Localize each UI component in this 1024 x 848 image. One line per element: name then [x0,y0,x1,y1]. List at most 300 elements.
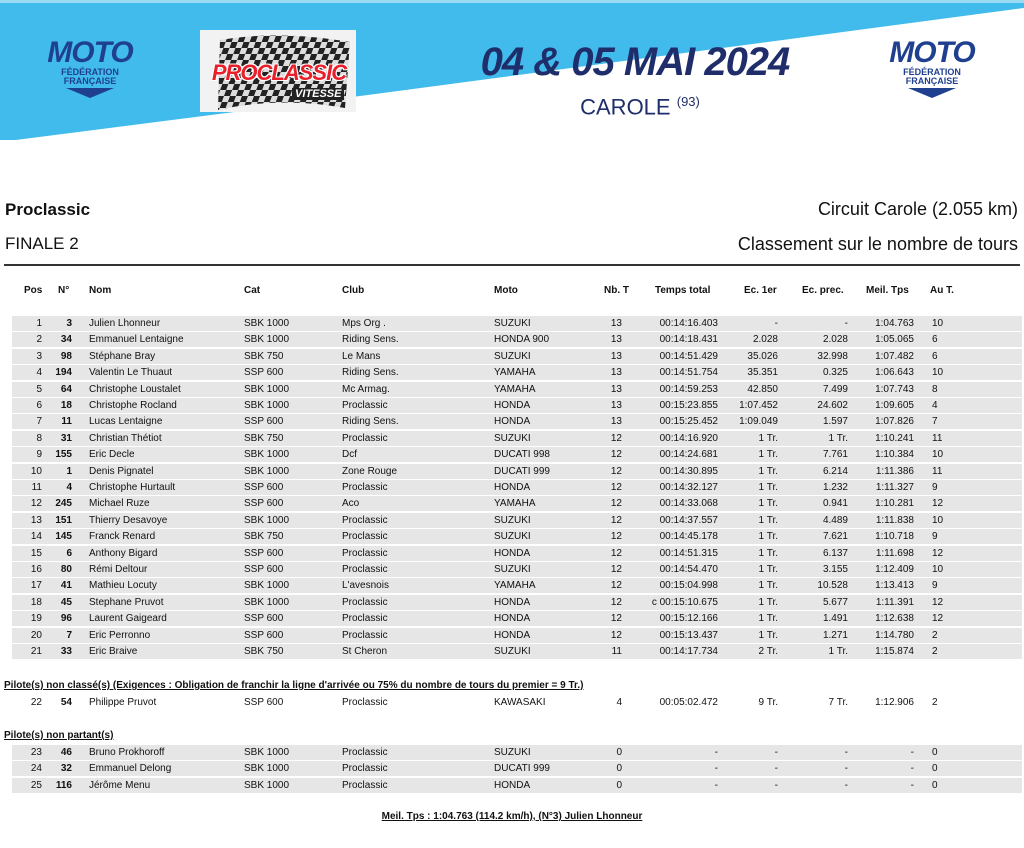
cell-moto: KAWASAKI [494,697,546,708]
ranking-type: Classement sur le nombre de tours [737,234,1018,254]
cell-aut: 9 [932,531,938,543]
cell-nom: Christian Thétiot [89,432,162,444]
cell-meil: 1:12.409 [875,564,914,575]
cell-cat: SSP 600 [244,613,284,625]
cell-num: 34 [60,334,72,346]
cell-nbt: 0 [616,747,622,758]
cell-nbt: 13 [610,318,622,329]
cell-nbt: 12 [610,449,622,461]
cell-ec1: - [774,779,778,791]
cell-aut: 0 [932,747,938,758]
column-header: N° [58,285,70,296]
cell-club: Riding Sens. [342,416,399,428]
cell-ec1: 1 Tr. [758,596,778,608]
cell-moto: HONDA [494,779,531,791]
ffm-logo-line1: FÉDÉRATION [903,67,961,77]
ffm-logo-word: MOTO [889,36,975,69]
table-row [0,365,1024,381]
ffm-logo-right [884,38,980,106]
cell-ecp: 7.499 [822,383,848,395]
cell-ecp: 1.232 [822,482,848,493]
table-row [0,546,1024,562]
cell-club: Aco [342,498,360,510]
cell-nbt: 12 [610,465,622,477]
cell-num: 18 [60,400,72,411]
cell-ec1: 1:07.452 [739,400,778,411]
cell-meil: 1:12.638 [875,613,914,625]
cell-nbt: 13 [610,383,622,395]
table-row [0,695,1024,711]
cell-nom: Christophe Loustalet [89,383,181,395]
column-header: Meil. Tps [866,285,909,296]
cell-num: 4 [66,482,72,493]
cell-nbt: 0 [616,779,622,791]
cell-cat: SBK 1000 [244,449,290,461]
cell-temps: 00:14:51.754 [659,367,718,379]
cell-meil: 1:11.698 [875,547,914,559]
cell-ecp: 0.325 [822,367,848,379]
cell-club: Proclassic [342,514,388,526]
cell-moto: SUZUKI [494,564,531,575]
cell-ecp: - [844,763,848,775]
cell-temps: 00:14:16.920 [659,432,718,444]
cell-temps: 00:14:59.253 [659,383,718,395]
cell-nom: Mathieu Locuty [89,580,157,592]
cell-club: L'avesnois [342,580,389,592]
cell-temps: 00:14:30.895 [659,465,718,477]
cell-num: 96 [60,613,72,625]
ffm-logo-left [42,38,138,106]
cell-num: 98 [60,350,72,362]
cell-club: Proclassic [342,531,388,543]
cell-nom: Stephane Pruvot [89,596,164,608]
cell-ec1: 1 Tr. [758,465,778,477]
cell-ecp: 7.621 [822,531,848,543]
cell-ecp: - [844,318,848,329]
cell-aut: 0 [932,763,938,775]
cell-club: St Cheron [342,646,388,657]
cell-ecp: 4.489 [822,514,848,526]
cell-num: 31 [60,432,72,444]
cell-moto: SUZUKI [494,531,531,543]
cell-club: Mps Org . [342,318,386,329]
cell-num: 7 [66,629,72,641]
cell-nbt: 13 [610,416,622,428]
cell-num: 116 [55,779,72,791]
event-dates: 04 & 05 MAI 2024 [480,40,790,84]
cell-cat: SBK 750 [244,531,284,543]
table-row [0,595,1024,611]
cell-nbt: 12 [610,482,622,493]
cell-temps: 00:14:51.429 [659,350,718,362]
cell-pos: 11 [31,482,42,493]
cell-meil: 1:12.906 [875,697,914,708]
cell-num: 80 [60,564,72,575]
best-lap-footer: Meil. Tps : 1:04.763 (114.2 km/h), (N°3) Julien Lhonneur [381,811,643,822]
cell-nbt: 13 [610,334,622,346]
cell-ecp: 1 Tr. [828,646,848,657]
table-row [0,414,1024,430]
cell-temps: 00:14:54.470 [659,564,718,575]
cell-ec1: - [774,763,778,775]
cell-pos: 9 [36,449,42,461]
cell-nbt: 4 [616,697,622,708]
cell-club: Zone Rouge [342,465,398,477]
cell-nbt: 13 [610,350,622,362]
table-row [0,464,1024,480]
cell-aut: 9 [932,580,938,592]
cell-nbt: 12 [610,580,622,592]
cell-club: Proclassic [342,779,388,791]
cell-ecp: 6.214 [822,465,848,477]
cell-temps: 00:14:45.178 [659,531,718,543]
not-started-title: Pilote(s) non partant(s) [4,730,114,741]
cell-num: 41 [60,580,72,592]
cell-nom: Michael Ruze [89,498,150,510]
cell-moto: HONDA [494,629,531,641]
cell-moto: YAMAHA [494,367,536,379]
cell-aut: 10 [932,514,944,526]
cell-moto: SUZUKI [494,747,531,758]
cell-nbt: 12 [610,613,622,625]
cell-meil: - [910,747,914,758]
cell-moto: DUCATI 999 [494,465,550,477]
cell-moto: DUCATI 998 [494,449,550,461]
cell-temps: 00:15:04.998 [659,580,718,592]
cell-nbt: 13 [610,400,622,411]
cell-meil: - [910,763,914,775]
cell-temps: 00:14:51.315 [659,547,718,559]
cell-cat: SBK 1000 [244,747,290,758]
cell-num: 151 [55,514,72,526]
cell-nbt: 12 [610,514,622,526]
cell-moto: SUZUKI [494,646,531,657]
cell-ec1: 2.028 [752,334,778,346]
cell-num: 145 [55,531,72,543]
table-row [0,382,1024,398]
cell-meil: 1:10.384 [875,449,914,461]
cell-temps: 00:14:18.431 [659,334,718,346]
cell-num: 1 [66,465,72,477]
cell-nom: Julien Lhonneur [89,318,161,329]
cell-nbt: 11 [611,646,622,657]
cell-aut: 8 [932,383,938,395]
cell-cat: SBK 1000 [244,400,290,411]
cell-cat: SBK 1000 [244,514,290,526]
cell-cat: SBK 1000 [244,334,290,346]
cell-ecp: - [844,747,848,758]
cell-club: Proclassic [342,629,388,641]
cell-ec1: 42.850 [747,383,778,395]
cell-ecp: 1 Tr. [828,432,848,444]
cell-num: 54 [60,697,72,708]
event-place [540,94,740,120]
cell-meil: 1:05.065 [875,334,914,346]
cell-cat: SBK 750 [244,350,284,362]
cell-temps: 00:14:37.557 [659,514,718,526]
cell-ec1: - [774,747,778,758]
cell-nbt: 12 [610,531,622,543]
cell-pos: 12 [30,498,42,510]
not-classified-title: Pilote(s) non classé(s) (Exigences : Obligation de franchir la ligne d'arrivée ou 75% du nombre de tours du premier = 9 Tr.) [4,680,584,691]
cell-num: 155 [55,449,72,461]
cell-pos: 21 [30,646,42,657]
cell-ec1: 1 Tr. [758,564,778,575]
cell-ecp: 6.137 [822,547,848,559]
cell-ecp: 1.597 [822,416,848,428]
cell-meil: 1:04.763 [875,318,914,329]
table-row [0,644,1024,660]
cell-nom: Franck Renard [89,531,156,543]
table-row [0,562,1024,578]
cell-ecp: 0.941 [822,498,848,510]
ffm-chevron-icon [908,88,956,98]
table-row [0,398,1024,414]
column-header: Cat [244,285,261,296]
cell-aut: 0 [932,779,938,791]
column-header: Nb. T [604,285,629,296]
cell-club: Proclassic [342,564,388,575]
table-row [0,529,1024,545]
table-row [0,761,1024,777]
cell-meil: 1:15.874 [875,646,914,657]
column-header: Au T. [930,285,954,296]
cell-temps: 00:14:17.734 [659,646,718,657]
cell-ec1: 35.351 [747,367,778,379]
cell-ec1: 1 Tr. [758,498,778,510]
cell-pos: 19 [30,613,42,625]
cell-aut: 12 [932,613,944,625]
cell-club: Proclassic [342,596,388,608]
cell-ec1: 1 Tr. [758,547,778,559]
cell-nbt: 12 [610,629,622,641]
cell-ec1: 1 Tr. [758,531,778,543]
cell-aut: 12 [932,547,944,559]
cell-club: Proclassic [342,613,388,625]
cell-meil: 1:13.413 [875,580,914,592]
cell-aut: 6 [932,334,938,346]
cell-cat: SBK 1000 [244,465,290,477]
cell-ecp: 24.602 [817,400,848,411]
table-row [0,447,1024,463]
cell-pos: 16 [30,564,42,575]
cell-aut: 12 [932,498,944,510]
cell-ecp: 1.271 [822,629,848,641]
cell-num: 32 [60,763,72,775]
table-row [0,745,1024,761]
cell-pos: 7 [36,416,42,428]
table-row [0,316,1024,332]
cell-cat: SSP 600 [244,629,284,641]
cell-meil: 1:07.743 [875,383,914,395]
cell-nom: Anthony Bigard [89,547,158,559]
cell-meil: 1:07.826 [875,416,914,428]
cell-pos: 14 [30,531,42,543]
cell-nbt: 12 [610,564,622,575]
cell-ec1: 1 Tr. [758,482,778,493]
proclassic-logo-sub: VITESSE [292,88,344,100]
cell-nom: Philippe Pruvot [89,697,157,708]
cell-num: 46 [60,747,72,758]
cell-num: 6 [66,547,72,559]
cell-ec1: 1 Tr. [758,514,778,526]
cell-moto: HONDA [494,482,531,493]
cell-meil: 1:07.482 [875,350,914,362]
table-row [0,578,1024,594]
cell-pos: 20 [30,629,42,641]
header-divider [4,264,1020,266]
cell-temps: - [714,747,718,758]
cell-ec1: 1 Tr. [758,580,778,592]
table-row [0,611,1024,627]
cell-ec1: 1 Tr. [758,432,778,444]
table-row [0,480,1024,496]
column-header: Pos [24,285,43,296]
cell-ecp: 7.761 [822,449,848,461]
cell-ecp: 1.491 [822,613,848,625]
cell-ec1: 35.026 [747,350,778,362]
event-place-name: CAROLE [580,94,671,120]
cell-temps: 00:15:12.166 [659,613,718,625]
column-header: Moto [494,285,518,296]
table-row [0,628,1024,644]
cell-nom: Rémi Deltour [89,564,148,575]
cell-pos: 3 [36,350,42,362]
cell-cat: SBK 1000 [244,596,290,608]
cell-club: Riding Sens. [342,367,399,379]
cell-aut: 7 [932,416,938,428]
ffm-logo-line2: FRANÇAISE [905,76,959,86]
cell-ec1: 1 Tr. [758,613,778,625]
cell-moto: YAMAHA [494,383,536,395]
cell-aut: 10 [932,367,944,379]
cell-moto: SUZUKI [494,432,531,444]
cell-num: 3 [66,318,72,329]
cell-moto: SUZUKI [494,350,531,362]
table-row [0,778,1024,794]
cell-cat: SSP 600 [244,482,284,493]
cell-moto: YAMAHA [494,498,536,510]
cell-nom: Valentin Le Thuaut [89,367,173,379]
cell-temps: c 00:15:10.675 [651,596,718,608]
cell-meil: 1:11.391 [875,596,914,608]
cell-temps: 00:14:24.681 [659,449,718,461]
cell-cat: SBK 1000 [244,318,290,329]
cell-cat: SSP 600 [244,564,284,575]
cell-cat: SSP 600 [244,547,284,559]
cell-nom: Bruno Prokhoroff [89,747,165,758]
cell-num: 11 [61,416,72,428]
cell-moto: YAMAHA [494,580,536,592]
cell-pos: 2 [36,334,42,346]
cell-club: Proclassic [342,400,388,411]
cell-num: 33 [60,646,72,657]
cell-aut: 9 [932,482,938,493]
cell-ecp: 32.998 [817,350,848,362]
cell-temps: 00:15:23.855 [659,400,718,411]
cell-meil: - [910,779,914,791]
cell-nom: Lucas Lentaigne [89,416,163,428]
cell-nom: Thierry Desavoye [89,514,168,526]
cell-meil: 1:11.838 [875,514,914,526]
ffm-logo-word: MOTO [47,36,133,69]
race-name: FINALE 2 [5,234,79,253]
cell-nom: Christophe Hurtault [89,482,176,493]
cell-cat: SBK 1000 [244,779,290,791]
cell-moto: HONDA [494,400,531,411]
cell-ec1: 1 Tr. [758,629,778,641]
cell-pos: 6 [36,400,42,411]
cell-pos: 17 [30,580,42,592]
cell-ec1: - [774,318,778,329]
cell-temps: 00:14:16.403 [659,318,718,329]
cell-cat: SSP 600 [244,498,284,510]
cell-cat: SBK 1000 [244,383,290,395]
cell-moto: HONDA 900 [494,334,550,346]
table-row [0,349,1024,365]
cell-nom: Stéphane Bray [89,350,156,362]
ffm-logo-line1: FÉDÉRATION [61,67,119,77]
cell-pos: 22 [30,697,42,708]
cell-moto: DUCATI 999 [494,763,550,775]
cell-ecp: 2.028 [822,334,848,346]
cell-meil: 1:10.281 [875,498,914,510]
cell-moto: HONDA [494,596,531,608]
cell-club: Proclassic [342,482,388,493]
cell-temps: 00:15:25.452 [659,416,718,428]
cell-club: Proclassic [342,697,388,708]
cell-club: Mc Armag. [342,383,390,395]
cell-moto: HONDA [494,613,531,625]
cell-aut: 4 [932,400,938,411]
cell-nom: Emmanuel Lentaigne [89,334,184,346]
cell-aut: 2 [932,629,938,641]
cell-meil: 1:10.718 [875,531,914,543]
cell-meil: 1:11.327 [875,482,914,493]
cell-temps: - [714,763,718,775]
ffm-chevron-icon [66,88,114,98]
circuit-name: Circuit Carole (2.055 km) [817,199,1018,219]
event-name: Proclassic [5,200,91,219]
cell-ecp: - [844,779,848,791]
cell-ec1: 1 Tr. [758,449,778,461]
cell-nom: Emmanuel Delong [89,763,172,775]
cell-cat: SBK 750 [244,432,284,444]
cell-ec1: 9 Tr. [758,697,778,708]
cell-aut: 10 [932,449,944,461]
cell-club: Proclassic [342,763,388,775]
table-row [0,431,1024,447]
cell-club: Proclassic [342,547,388,559]
cell-meil: 1:11.386 [875,465,914,477]
cell-club: Riding Sens. [342,334,399,346]
cell-pos: 8 [36,432,42,444]
cell-pos: 1 [36,318,42,329]
cell-pos: 4 [36,367,42,379]
cell-temps: 00:05:02.472 [659,697,718,708]
cell-meil: 1:10.241 [875,432,914,444]
column-header: Temps total [655,285,711,296]
cell-moto: SUZUKI [494,318,531,329]
cell-cat: SSP 600 [244,697,284,708]
cell-meil: 1:14.780 [875,629,914,641]
cell-nom: Eric Braive [89,646,138,657]
cell-moto: HONDA [494,547,531,559]
cell-club: Le Mans [342,350,381,362]
cell-meil: 1:06.643 [875,367,914,379]
cell-nbt: 12 [610,498,622,510]
cell-cat: SBK 750 [244,646,284,657]
